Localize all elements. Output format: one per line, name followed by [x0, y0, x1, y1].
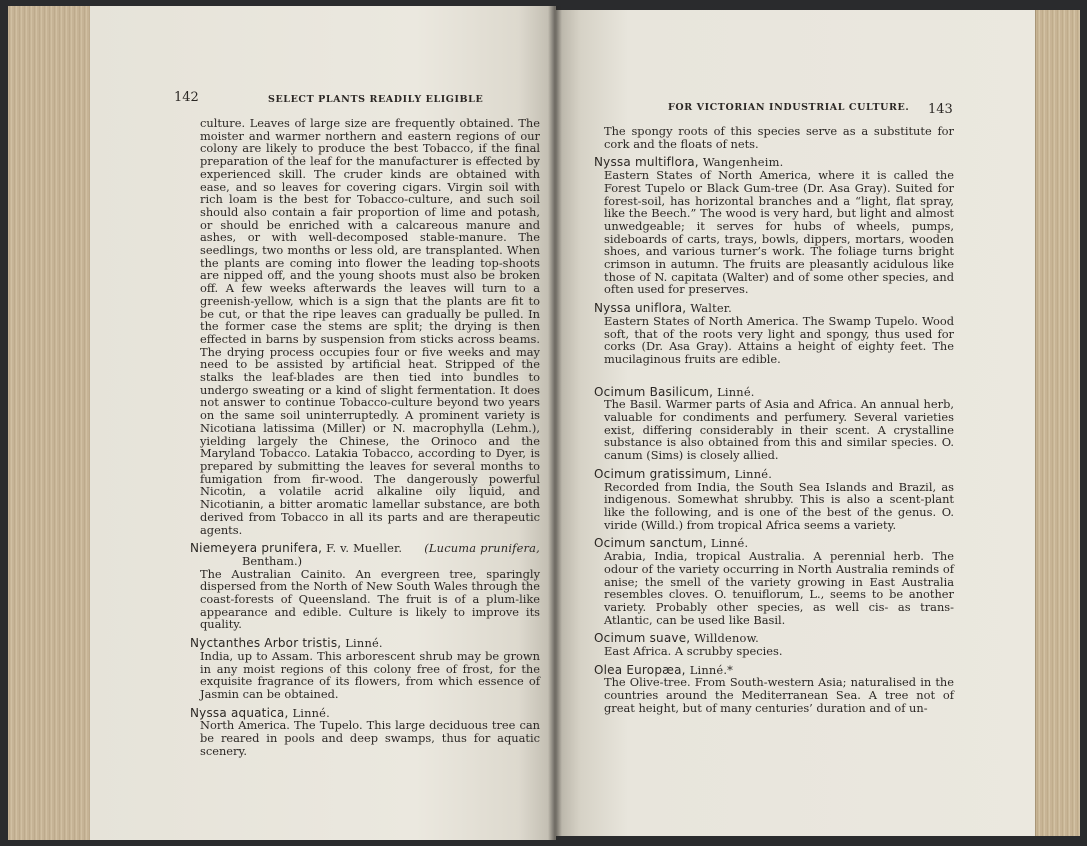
entry-heading: Nyssa multiflora, Wangenheim.: [594, 155, 784, 170]
entry-heading: Niemeyera prunifera, F. v. Mueller. (Lucuma prunifera,: [190, 541, 540, 556]
entry-text: Arabia, India, tropical Australia. A perennial herb. The odour of the variety occurring in North Australia reminds of anise; the smell of the variety growing in East Australia resembles cloves. O. tenuiflorum, L., seems to be another variety. Probably other species, as well cis- as trans-Atlantic, can be used like Basil.: [604, 549, 954, 627]
entry-text: East Africa. A scrubby species.: [604, 644, 783, 659]
continuation-paragraph: culture. Leaves of large size are frequently obtained. The moister and warmer northern and eastern regions of our colony are likely to produce the best Tobacco, if the final preparation of the leaf for the manufacturer is effected by experienced skill. The cruder kinds are obtained with ease, and so leaves for covering cigars. Virgin soil with rich loam is the best for Tobacco-culture, and such soil should also contain a fair proportion of lime and potash, or should be enriched with a calcareous manure and ashes, or with well-decomposed stable-manure. The seedlings, two months or less old, are transplanted. When the plants are coming into flower the leading top-shoots are nipped off, and the young shoots must also be broken off. A few weeks afterwards the leaves will turn to a greenish-yellow, which is a sign that the plants are fit to be cut, or that the ripe leaves can gradually be pulled. In the former case the stems are split; the drying is then effected in barns by suspension from sticks across beams. The drying process occupies four or five weeks and may need to be assisted by artificial heat. Stripped of the stalks the leaf-blades are then tied into bundles to undergo sweating or a kind of slight fermentation. It does not answer to continue Tobacco-culture beyond two years on the same soil uninterruptedly. A prominent variety is Nicotiana latissima (Miller) or N. macrophylla (Lehm.), yielding largely the Chinese, the Orinoco and the Maryland Tobacco. Latakia Tobacco, according to Dyer, is prepared by submitting the leaves for several months to fumigation from fir-wood. The dangerously powerful Nicotin, a volatile acrid alkaline oily liquid, and Nicotianin, a bitter aromatic lamellar substance, are both derived from Tobacco in all its parts and are therapeutic agents.: [200, 116, 540, 537]
entry-nyctanthes: [190, 636, 540, 701]
entry-olea-europaea: [594, 662, 954, 715]
right-page-edges: [1035, 10, 1080, 836]
entry-heading: Olea Europæa, Linné.*: [594, 662, 734, 677]
entry-text: Recorded from India, the South Sea Islands and Brazil, as indigenous. Somewhat shrubby. This is also a scent-plant like the following, and is one of the best of the genus. O. viride (Willd.) from tropical Africa seems a variety.: [604, 479, 954, 532]
entry-ocimum-basilicum: [594, 384, 954, 463]
entry-nyssa-uniflora: [594, 301, 954, 366]
continuation-paragraph: The spongy roots of this species serve as a substitute for cork and the floats of nets.: [604, 124, 954, 151]
entry-ocimum-gratissimum: [594, 466, 954, 532]
running-header-right: FOR VICTORIAN INDUSTRIAL CULTURE.: [668, 102, 910, 113]
entry-heading: Nyssa aquatica, Linné.: [190, 705, 330, 720]
entry-heading: Ocimum Basilicum, Linné.: [594, 384, 755, 399]
page-number-right: 143: [928, 102, 953, 117]
entry-heading: Ocimum suave, Willdenow.: [594, 631, 759, 646]
entry-nyssa-multiflora: [594, 155, 954, 297]
entry-text: The Olive-tree. From South-western Asia; naturalised in the countries around the Mediterranean Sea. A tree not of great height, but of many centuries’ duration and of un-: [604, 675, 954, 715]
right-page: [556, 10, 1038, 836]
running-header-left: SELECT PLANTS READILY ELIGIBLE: [268, 94, 484, 105]
entry-text: India, up to Assam. This arborescent shrub may be grown in any moist regions of this colony free of frost, for the exquisite fragrance of its flowers, from which essence of Jasmin can be obtained.: [200, 648, 540, 701]
left-text-column: [190, 116, 540, 758]
left-page: [90, 6, 556, 840]
page-number-left: 142: [174, 90, 199, 105]
entry-text: North America. The Tupelo. This large deciduous tree can be reared in pools and deep swamps, thus for aquatic scenery.: [200, 718, 540, 758]
entry-heading: Ocimum sanctum, Linné.: [594, 536, 749, 551]
entry-text: Eastern States of North America. The Swamp Tupelo. Wood soft, that of the roots very light and spongy, thus used for corks (Dr. Asa Gray). Attains a height of eighty feet. The mucilaginous fruits are edible.: [604, 313, 954, 366]
synonym-author: Bentham.): [242, 553, 303, 568]
right-text-column: [594, 124, 954, 715]
left-page-edges: [8, 6, 93, 840]
entry-text: The Basil. Warmer parts of Asia and Africa. An annual herb, valuable for condiments and perfumery. Several varieties exist, differing considerably in their scent. A crystalline substance is also obtained from this and similar species. O. canum (Sims) is closely allied.: [604, 397, 954, 463]
entry-heading: Nyctanthes Arbor tristis, Linné.: [190, 636, 383, 651]
entry-heading: Ocimum gratissimum, Linné.: [594, 466, 773, 481]
entry-ocimum-suave: [594, 631, 954, 659]
entry-ocimum-sanctum: [594, 536, 954, 627]
book-gutter: [548, 6, 562, 840]
open-book: [8, 6, 1080, 840]
entry-heading: Nyssa uniflora, Walter.: [594, 301, 732, 316]
entry-nyssa-aquatica: [190, 705, 540, 758]
entry-niemeyera: [190, 541, 540, 632]
entry-text: The Australian Cainito. An evergreen tree, sparingly dispersed from the North of New South Wales through the coast-forests of Queensland. The fruit is of a plum-like appearance and edible. Culture is likely to improve its quality.: [200, 566, 540, 632]
entry-text: Eastern States of North America, where it is called the Forest Tupelo or Black Gum-tree (Dr. Asa Gray). Suited for forest-soil, has horizontal branches and a “light, flat spray, like the Beech.” The wood is very hard, but light and almost unwedgeable; it serves for hubs of wheels, pumps, sideboards of carts, trays, bowls, dippers, mortars, wooden shoes, and various turner’s work. The foliage turns bright crimson in autumn. The fruits are pleasantly acidulous like those of N. capitata (Walter) and of some other species, and often used for preserves.: [604, 168, 954, 297]
